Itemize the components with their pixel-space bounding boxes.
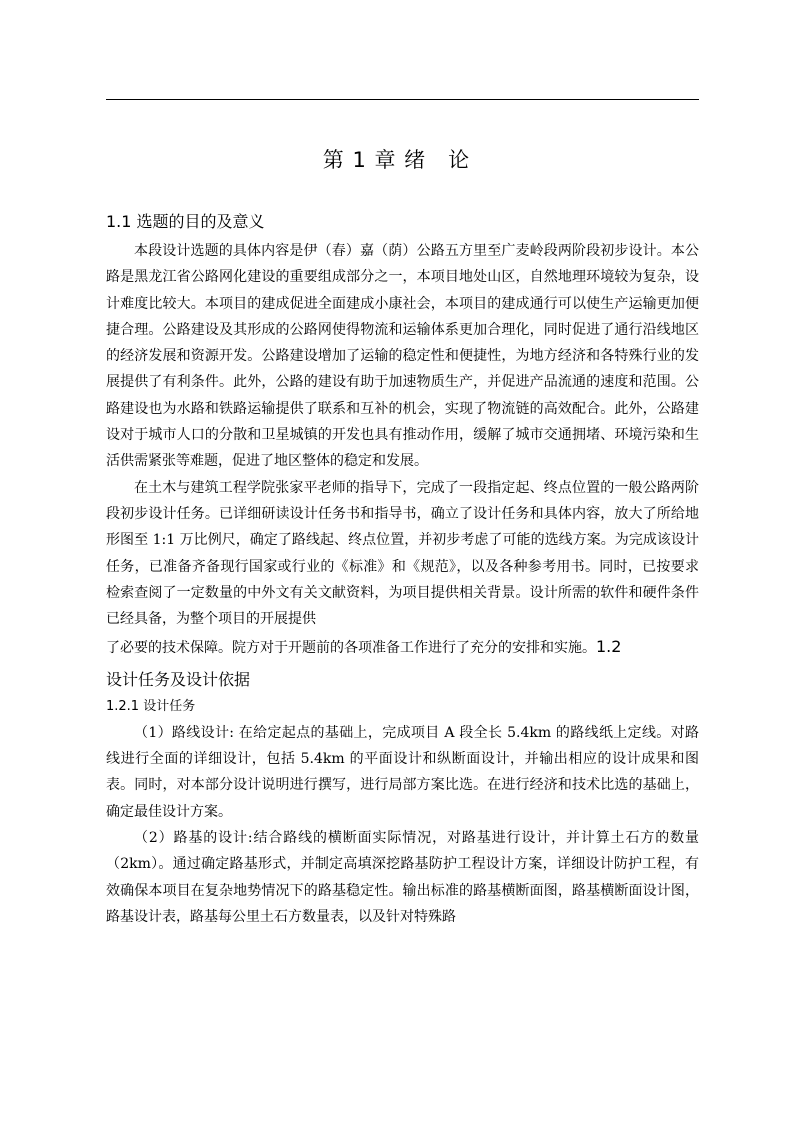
subsection-heading-1-2-1: 1.2.1 设计任务 (106, 698, 196, 714)
paragraph-preparation (106, 634, 699, 661)
header-rule (106, 99, 699, 100)
document-body (106, 208, 699, 930)
section-heading-1-1: 1.1 选题的目的及意义 (106, 212, 265, 231)
chapter-title: 第 1 章 绪 论 (322, 148, 471, 172)
paragraph-purpose: 本段设计选题的具体内容是伊（春）嘉（荫）公路五方里至广麦岭段两阶段初步设计。本公路是黑龙江省公路网化建设的重要组成部分之一，本项目地处山区，自然地理环境较为复杂，设计难度比较大。本项目的建成促进全面建成小康社会，本项目的建成通行可以使生产运输更加便捷合理。公路建设及其形成的公路网使得物流和运输体系更加合理化，同时促进了通行沿线地区的经济发展和资源开发。公路建设增加了运输的稳定性和便捷性，为地方经济和各特殊行业的发展提供了有利条件。此外，公路的建设有助于加速物质生产，并促进产品流通的速度和范围。公路建设也为水路和铁路运输提供了联系和互补的机会，实现了物流链的高效配合。此外，公路建设对于城市人口的分散和卫星城镇的开发也具有推动作用，缓解了城市交通拥堵、环境污染和生活供需紧张等难题，促进了地区整体的稳定和发展。 (106, 243, 699, 470)
paragraph-subgrade-design: （2）路基的设计:结合路线的横断面实际情况，对路基进行设计，并计算土石方的数量（2km）。通过确定路基形式，并制定高填深挖路基防护工程设计方案，详细设计防护工程，有效确保本项目在复杂地势情况下的路基稳定性。输出标准的路基横断面图，路基横断面设计图，路基设计表，路基每公里土石方数量表，以及针对特殊路 (106, 829, 699, 925)
paragraph-route-design: （1）路线设计: 在给定起点的基础上，完成项目 A 段全长 5.4km 的路线纸上定线。对路线进行全面的详细设计，包括 5.4km 的平面设计和纵断面设计，并输出相应的设计成果和图表。同时，对本部分设计说明进行撰写，进行局部方案比选。在进行经济和技术比选的基础上，确定最佳设计方案。 (106, 724, 699, 820)
paragraph-preparation-text: 了必要的技术保障。院方对于开题前的各项准备工作进行了充分的安排和实施。 (106, 640, 596, 657)
section-heading-1-2: 设计任务及设计依据 (106, 669, 251, 689)
section-number-1-2: 1.2 (596, 637, 622, 657)
paragraph-guidance: 在土木与建筑工程学院张家平老师的指导下，完成了一段指定起、终点位置的一般公路两阶段初步设计任务。已详细研读设计任务书和指导书，确立了设计任务和具体内容，放大了所给地形图至 1:1 万比例尺，确定了路线起、终点位置，并初步考虑了可能的选线方案。为完成该设计任务，已准备齐备现行国家或行业的《标准》和《规范》，以及各种参考用书。同时，已按要求检索查阅了一定数量的中外文有关文献资料，为项目提供相关背景。设计所需的软件和硬件条件已经具备，为整个项目的开展提供 (106, 479, 699, 628)
